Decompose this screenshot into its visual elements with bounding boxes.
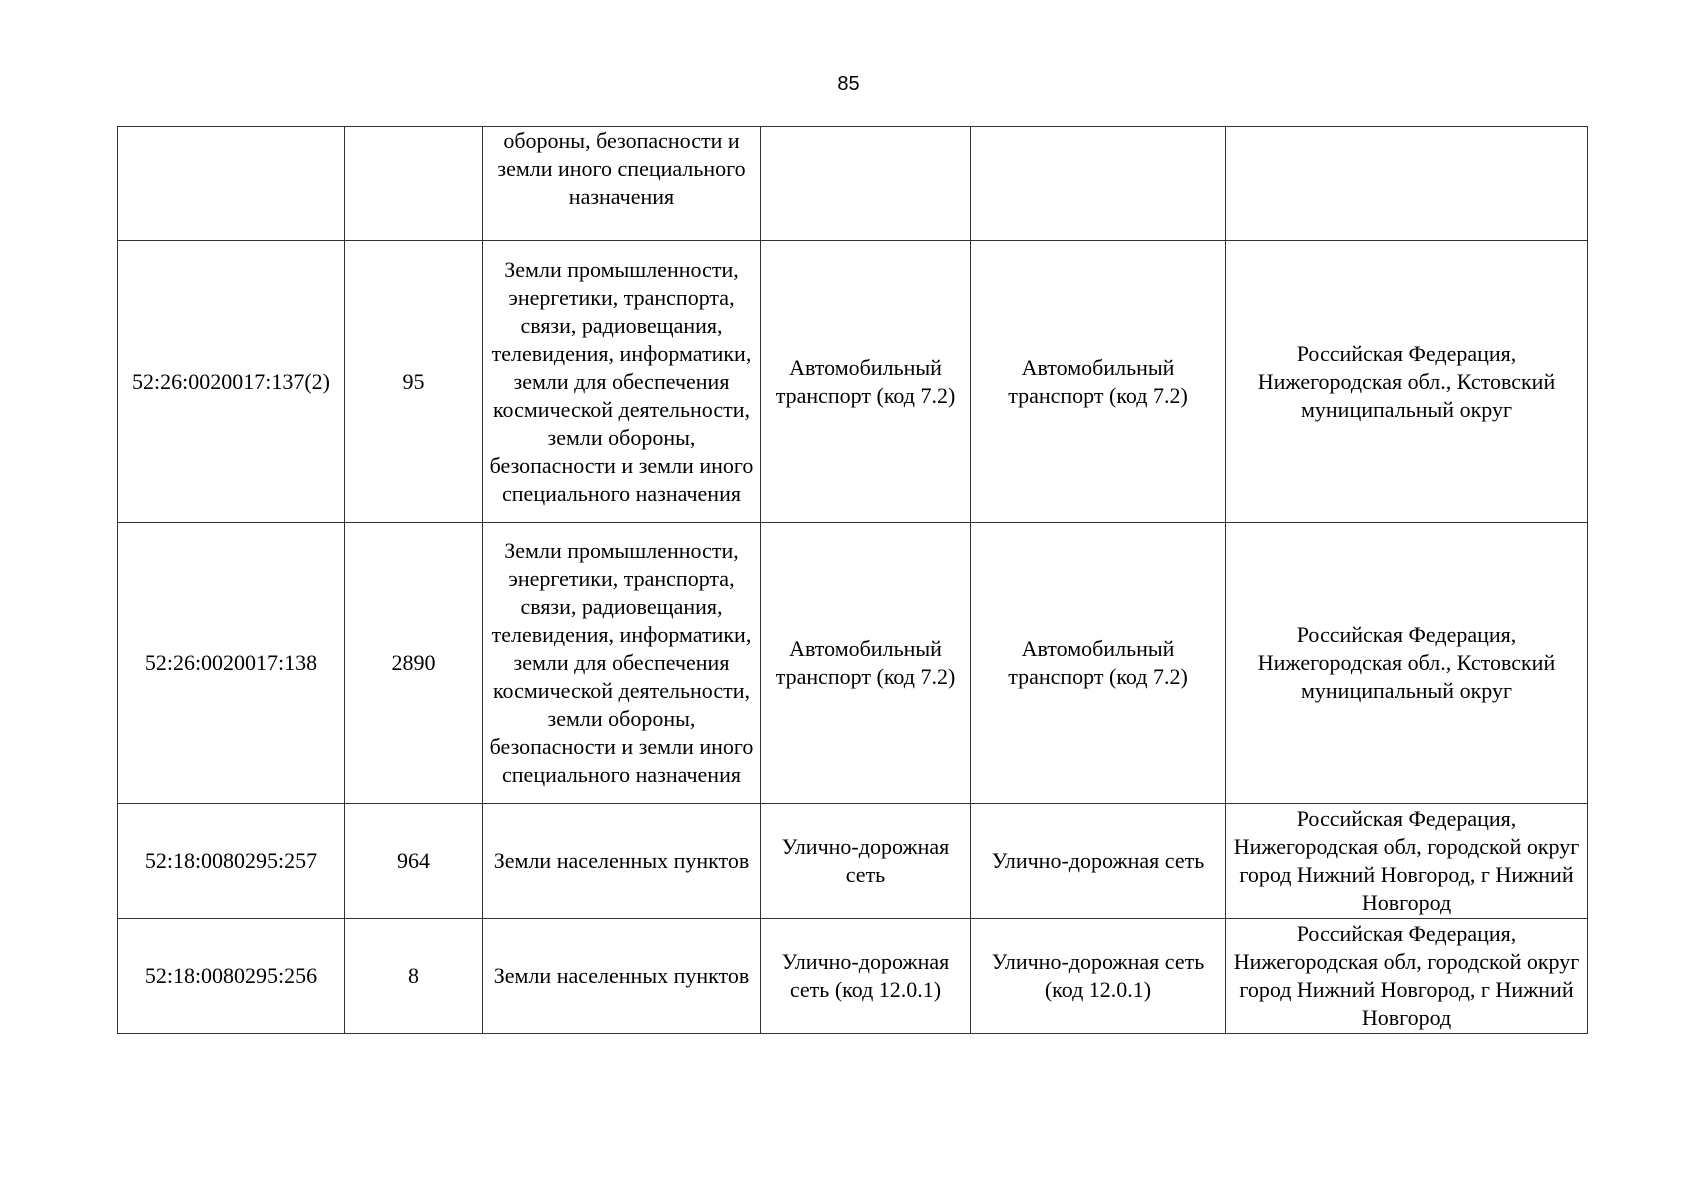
permitted-use-cell: Автомобильный транспорт (код 7.2) [761,523,971,804]
use-type-cell: Автомобильный транспорт (код 7.2) [971,523,1226,804]
use-type-cell: Улично-дорожная сеть (код 12.0.1) [971,919,1226,1034]
land-category-cell: Земли населенных пунктов [483,919,761,1034]
permitted-use-cell: Улично-дорожная сеть [761,804,971,919]
cadastral-number-cell: 52:18:0080295:256 [118,919,345,1034]
permitted-use-cell: Автомобильный транспорт (код 7.2) [761,241,971,523]
cadastral-number-cell: 52:18:0080295:257 [118,804,345,919]
address-cell: Российская Федерация, Нижегородская обл., Кстовский муниципальный округ [1226,523,1588,804]
cadastral-number-cell: 52:26:0020017:138 [118,523,345,804]
cadastral-number-cell: 52:26:0020017:137(2) [118,241,345,523]
cadastral-number-cell [118,127,345,241]
address-cell [1226,127,1588,241]
address-cell: Российская Федерация, Нижегородская обл., Кстовский муниципальный округ [1226,241,1588,523]
area-cell: 964 [345,804,483,919]
land-category-cell: Земли промышленности, энергетики, транспорта, связи, радиовещания, телевидения, информатики, земли для обеспечения космической деятельности, земли обороны, безопасности и земли иного специального назначения [483,523,761,804]
table-row [118,804,1588,919]
table-row [118,919,1588,1034]
use-type-cell: Автомобильный транспорт (код 7.2) [971,241,1226,523]
address-cell: Российская Федерация, Нижегородская обл, городской округ город Нижний Новгород, г Нижний Новгород [1226,804,1588,919]
permitted-use-cell: Улично-дорожная сеть (код 12.0.1) [761,919,971,1034]
area-cell: 95 [345,241,483,523]
land-category-cell: Земли населенных пунктов [483,804,761,919]
land-category-cell: Земли промышленности, энергетики, транспорта, связи, радиовещания, телевидения, информатики, земли для обеспечения космической деятельности, земли обороны, безопасности и земли иного специального назначения [483,241,761,523]
address-cell: Российская Федерация, Нижегородская обл, городской округ город Нижний Новгород, г Нижний Новгород [1226,919,1588,1034]
table-row [118,241,1588,523]
use-type-cell: Улично-дорожная сеть [971,804,1226,919]
use-type-cell [971,127,1226,241]
table-row [118,127,1588,241]
area-cell: 2890 [345,523,483,804]
page-number: 85 [837,73,860,95]
land-plots-table [117,126,1588,1034]
area-cell [345,127,483,241]
land-category-cell: обороны, безопасности и земли иного специального назначения [483,127,761,241]
table-row [118,523,1588,804]
permitted-use-cell [761,127,971,241]
area-cell: 8 [345,919,483,1034]
